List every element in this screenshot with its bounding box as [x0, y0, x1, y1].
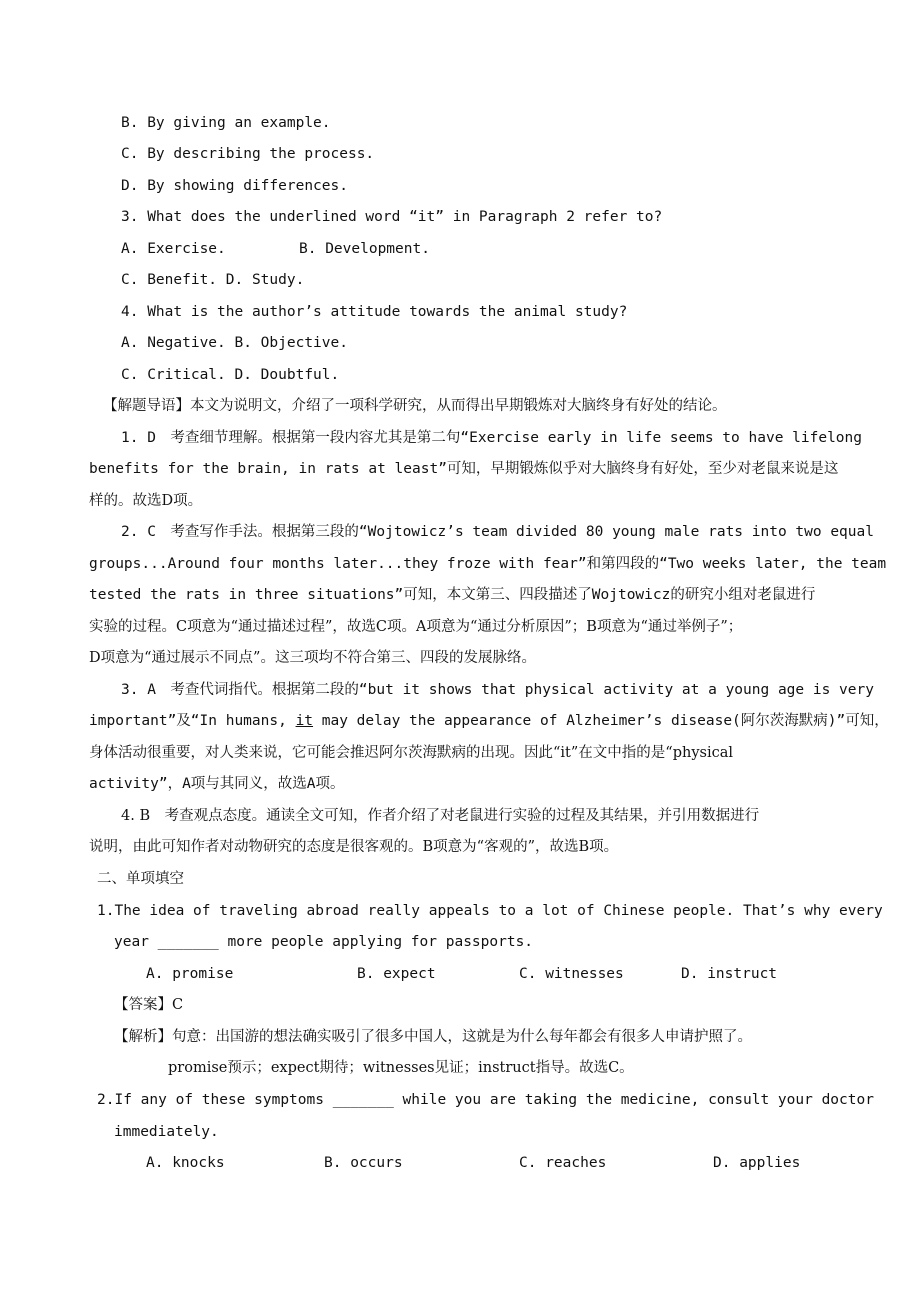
answer-2-line-2: groups...Around four months later...they froze with fear”和第四段的“Two weeks later, the team	[89, 556, 887, 572]
q3-stem: 3. What does the underlined word “it” in Paragraph 2 refer to?	[121, 209, 663, 225]
guide-text: 本文为说明文，介绍了一项科学研究，从而得出早期锻炼对大脑终身有好处的结论。	[190, 398, 727, 414]
q4-stem: 4. What is the author’s attitude towards the animal study?	[121, 304, 628, 320]
q4-options-line2: C. Critical. D. Doubtful.	[121, 367, 340, 383]
sc-q1-answer	[114, 995, 183, 1015]
sc-q1-option-a: A. promise	[146, 966, 234, 982]
answer-2-line-5: D项意为“通过展示不同点”。这三项均不符合第三、四段的发展脉络。	[89, 650, 536, 666]
sc-q2-option-a: A. knocks	[146, 1155, 225, 1171]
answer-value: C	[172, 997, 184, 1013]
section-2-heading: 二、单项填空	[97, 871, 184, 887]
q2-option-c: C. By describing the process.	[121, 146, 375, 162]
sc-q2-option-d: D. applies	[713, 1155, 801, 1171]
answer-4-line-1: 4. B 考查观点态度。通读全文可知，作者介绍了对老鼠进行实验的过程及其结果，并引用数据进行	[121, 808, 760, 824]
sc-q2-stem-line2: immediately.	[114, 1124, 219, 1140]
answer-1-line-3: 样的。故选D项。	[89, 493, 203, 509]
sc-q2-option-c: C. reaches	[519, 1155, 607, 1171]
sc-q1-analysis-line1	[114, 1027, 752, 1047]
answer-3-line-3: 身体活动很重要，对人类来说，它可能会推迟阿尔茨海默病的出现。因此“it”在文中指的是“physical	[89, 745, 733, 761]
answer-4-line-2: 说明，由此可知作者对动物研究的态度是很客观的。B项意为“客观的”，故选B项。	[89, 839, 619, 855]
q3-option-b: B. Development.	[299, 241, 430, 257]
answer-3-line-2-after: may delay the appearance of Alzheimer’s disease(阿尔茨海默病)”可知，	[313, 713, 889, 729]
q2-option-b: B. By giving an example.	[121, 115, 331, 131]
answer-3-line-2	[89, 711, 889, 731]
answer-1-line-1: 1. D 考查细节理解。根据第一段内容尤其是第二句“Exercise early in life seems to have lifelong	[121, 430, 862, 446]
q3-option-a: A. Exercise.	[121, 241, 226, 257]
q4-options-line1: A. Negative. B. Objective.	[121, 335, 348, 351]
guide-paragraph	[103, 396, 727, 416]
answer-3-line-1: 3. A 考查代词指代。根据第二段的“but it shows that physical activity at a young age is very	[121, 682, 874, 698]
sc-q1-option-c: C. witnesses	[519, 966, 624, 982]
analysis-text: 句意：出国游的想法确实吸引了很多中国人，这就是为什么每年都会有很多人申请护照了。	[172, 1029, 752, 1045]
sc-q1-stem-line2: year _______ more people applying for passports.	[114, 934, 534, 950]
analysis-label: 【解析】	[114, 1029, 172, 1045]
sc-q1-stem-line1: 1.The idea of traveling abroad really appeals to a lot of Chinese people. That’s why every	[97, 903, 883, 919]
sc-q2-option-b: B. occurs	[324, 1155, 403, 1171]
answer-3-line-2-before: important”及“In humans,	[89, 713, 296, 729]
answer-2-line-4: 实验的过程。C项意为“通过描述过程”，故选C项。A项意为“通过分析原因”；B项意为“通过举例子”；	[89, 619, 743, 635]
answer-1-line-2: benefits for the brain, in rats at least”可知，早期锻炼似乎对大脑终身有好处，至少对老鼠来说是这	[89, 461, 839, 477]
sc-q2-stem-line1: 2.If any of these symptoms _______ while you are taking the medicine, consult your doctor	[97, 1092, 874, 1108]
answer-label: 【答案】	[114, 997, 172, 1013]
answer-2-line-3: tested the rats in three situations”可知，本文第三、四段描述了Wojtowicz的研究小组对老鼠进行	[89, 587, 816, 603]
sc-q1-option-d: D. instruct	[681, 966, 778, 982]
answer-3-line-4: activity”，A项与其同义，故选A项。	[89, 776, 345, 792]
q3-options-line2: C. Benefit. D. Study.	[121, 272, 305, 288]
guide-label: 【解题导语】	[103, 398, 190, 414]
answer-2-line-1: 2. C 考查写作手法。根据第三段的“Wojtowicz’s team divided 80 young male rats into two equal	[121, 524, 874, 540]
q2-option-d: D. By showing differences.	[121, 178, 348, 194]
sc-q1-option-b: B. expect	[357, 966, 436, 982]
sc-q1-analysis-line2: promise预示；expect期待；witnesses见证；instruct指导。故选C。	[168, 1060, 634, 1076]
underlined-it: it	[295, 713, 314, 729]
